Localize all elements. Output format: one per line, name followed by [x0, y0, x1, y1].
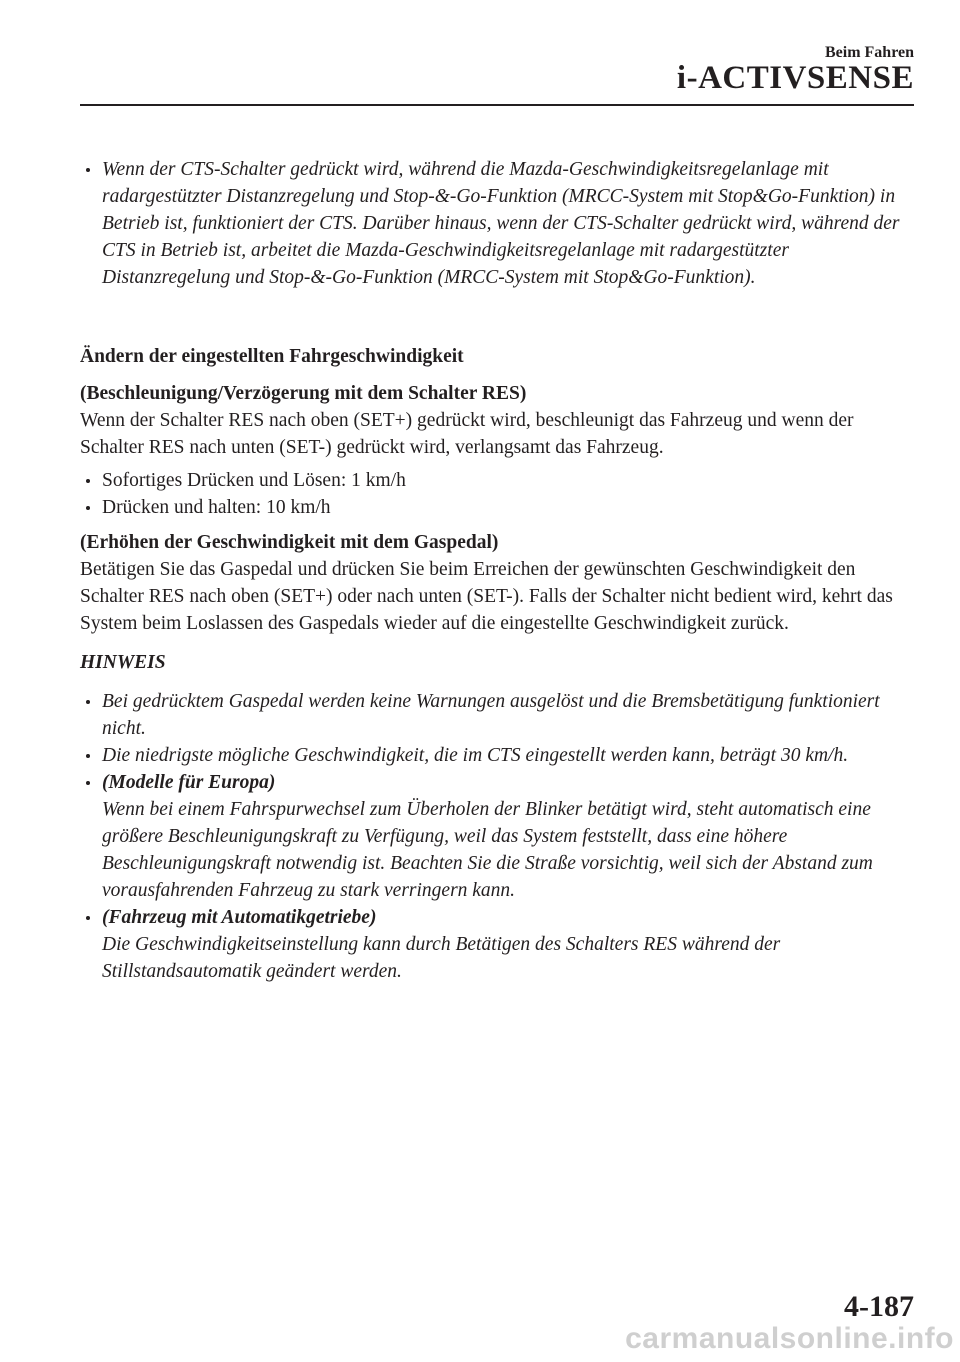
accelerator-text: Betätigen Sie das Gaspedal und drücken Sie beim Erreichen der gewünschten Geschwindigkeit den Schalter RES nach oben (SET+) oder nach unten (SET-). Falls der Schalter nicht bedient wird, kehrt das System beim Loslassen des Gaspedals wieder auf die eingestellte Geschwindigkeit zurück. — [80, 559, 893, 634]
intro-bullet-text: Wenn der CTS-Schalter gedrückt wird, während die Mazda-Geschwindigkeitsregelanlage mit radargestützter Distanzregelung und Stop-&-Go-Funktion (MRCC-System mit Stop&Go-Funktion) in Betrieb ist, funktioniert der CTS. Darüber hinaus, wenn der CTS-Schalter gedrückt wird, während der CTS in Betrieb ist, arbeitet die Mazda-Geschwindigkeitsregelanlage mit radargestützter Distanzregelung und Stop-&-Go-Funktion (MRCC-System mit Stop&Go-Funktion). — [102, 159, 900, 288]
bullet-dot — [86, 168, 90, 172]
note-bullet-label: (Modelle für Europa) — [102, 772, 276, 793]
list-item: Drücken und halten: 10 km/h — [102, 497, 331, 518]
bullet-dot — [86, 479, 90, 483]
bullet-dot — [86, 754, 90, 758]
note-bullet-2 — [80, 742, 914, 769]
bullet-dot — [86, 506, 90, 510]
note-bullet-text: Wenn bei einem Fahrspurwechsel zum Überholen der Blinker betätigt wird, steht automatisch eine größere Beschleunigungskraft zu Verfügung, weil das System feststellt, dass eine höhere Beschleunigungskraft notwendig ist. Beachten Sie die Straße vorsichtig, weil sich der Abstand zum vorausfahrenden Fahrzeug zu stark verringern kann. — [102, 799, 873, 901]
bullet-dot — [86, 700, 90, 704]
list-item: Sofortiges Drücken und Lösen: 1 km/h — [102, 470, 406, 491]
res-switch-bullet-1 — [80, 467, 914, 494]
bullet-dot — [86, 916, 90, 920]
accelerator-heading: (Erhöhen der Geschwindigkeit mit dem Gaspedal) — [80, 532, 499, 553]
header-rule — [80, 104, 914, 106]
watermark: carmanualsonline.info — [625, 1322, 954, 1355]
note-bullet-label: (Fahrzeug mit Automatikgetriebe) — [102, 907, 377, 928]
note-bullet-4 — [80, 904, 914, 985]
content — [80, 156, 914, 985]
note-bullet-1 — [80, 688, 914, 742]
header-title: i-ACTIVSENSE — [676, 60, 914, 96]
header-section: Beim Fahren — [824, 44, 914, 61]
page-number: 4-187 — [844, 1290, 914, 1323]
res-switch-text: Wenn der Schalter RES nach oben (SET+) gedrückt wird, beschleunigt das Fahrzeug und wenn der Schalter RES nach unten (SET-) gedrückt wird, verlangsamt das Fahrzeug. — [80, 410, 854, 458]
bullet-dot — [86, 781, 90, 785]
note-bullet-text: Bei gedrücktem Gaspedal werden keine Warnungen ausgelöst und die Bremsbetätigung funktioniert nicht. — [102, 691, 880, 739]
note-title: HINWEIS — [80, 652, 166, 673]
section-heading: Ändern der eingestellten Fahrgeschwindigkeit — [80, 346, 464, 367]
note-bullet-text: Die Geschwindigkeitseinstellung kann durch Betätigen des Schalters RES während der Stillstandsautomatik geändert werden. — [102, 934, 781, 982]
note-bullet-3 — [80, 769, 914, 904]
note-bullet-text: Die niedrigste mögliche Geschwindigkeit, die im CTS eingestellt werden kann, beträgt 30 km/h. — [102, 745, 849, 766]
res-switch-bullet-2 — [80, 494, 914, 521]
intro-bullet — [80, 156, 914, 291]
res-switch-heading: (Beschleunigung/Verzögerung mit dem Schalter RES) — [80, 383, 527, 404]
